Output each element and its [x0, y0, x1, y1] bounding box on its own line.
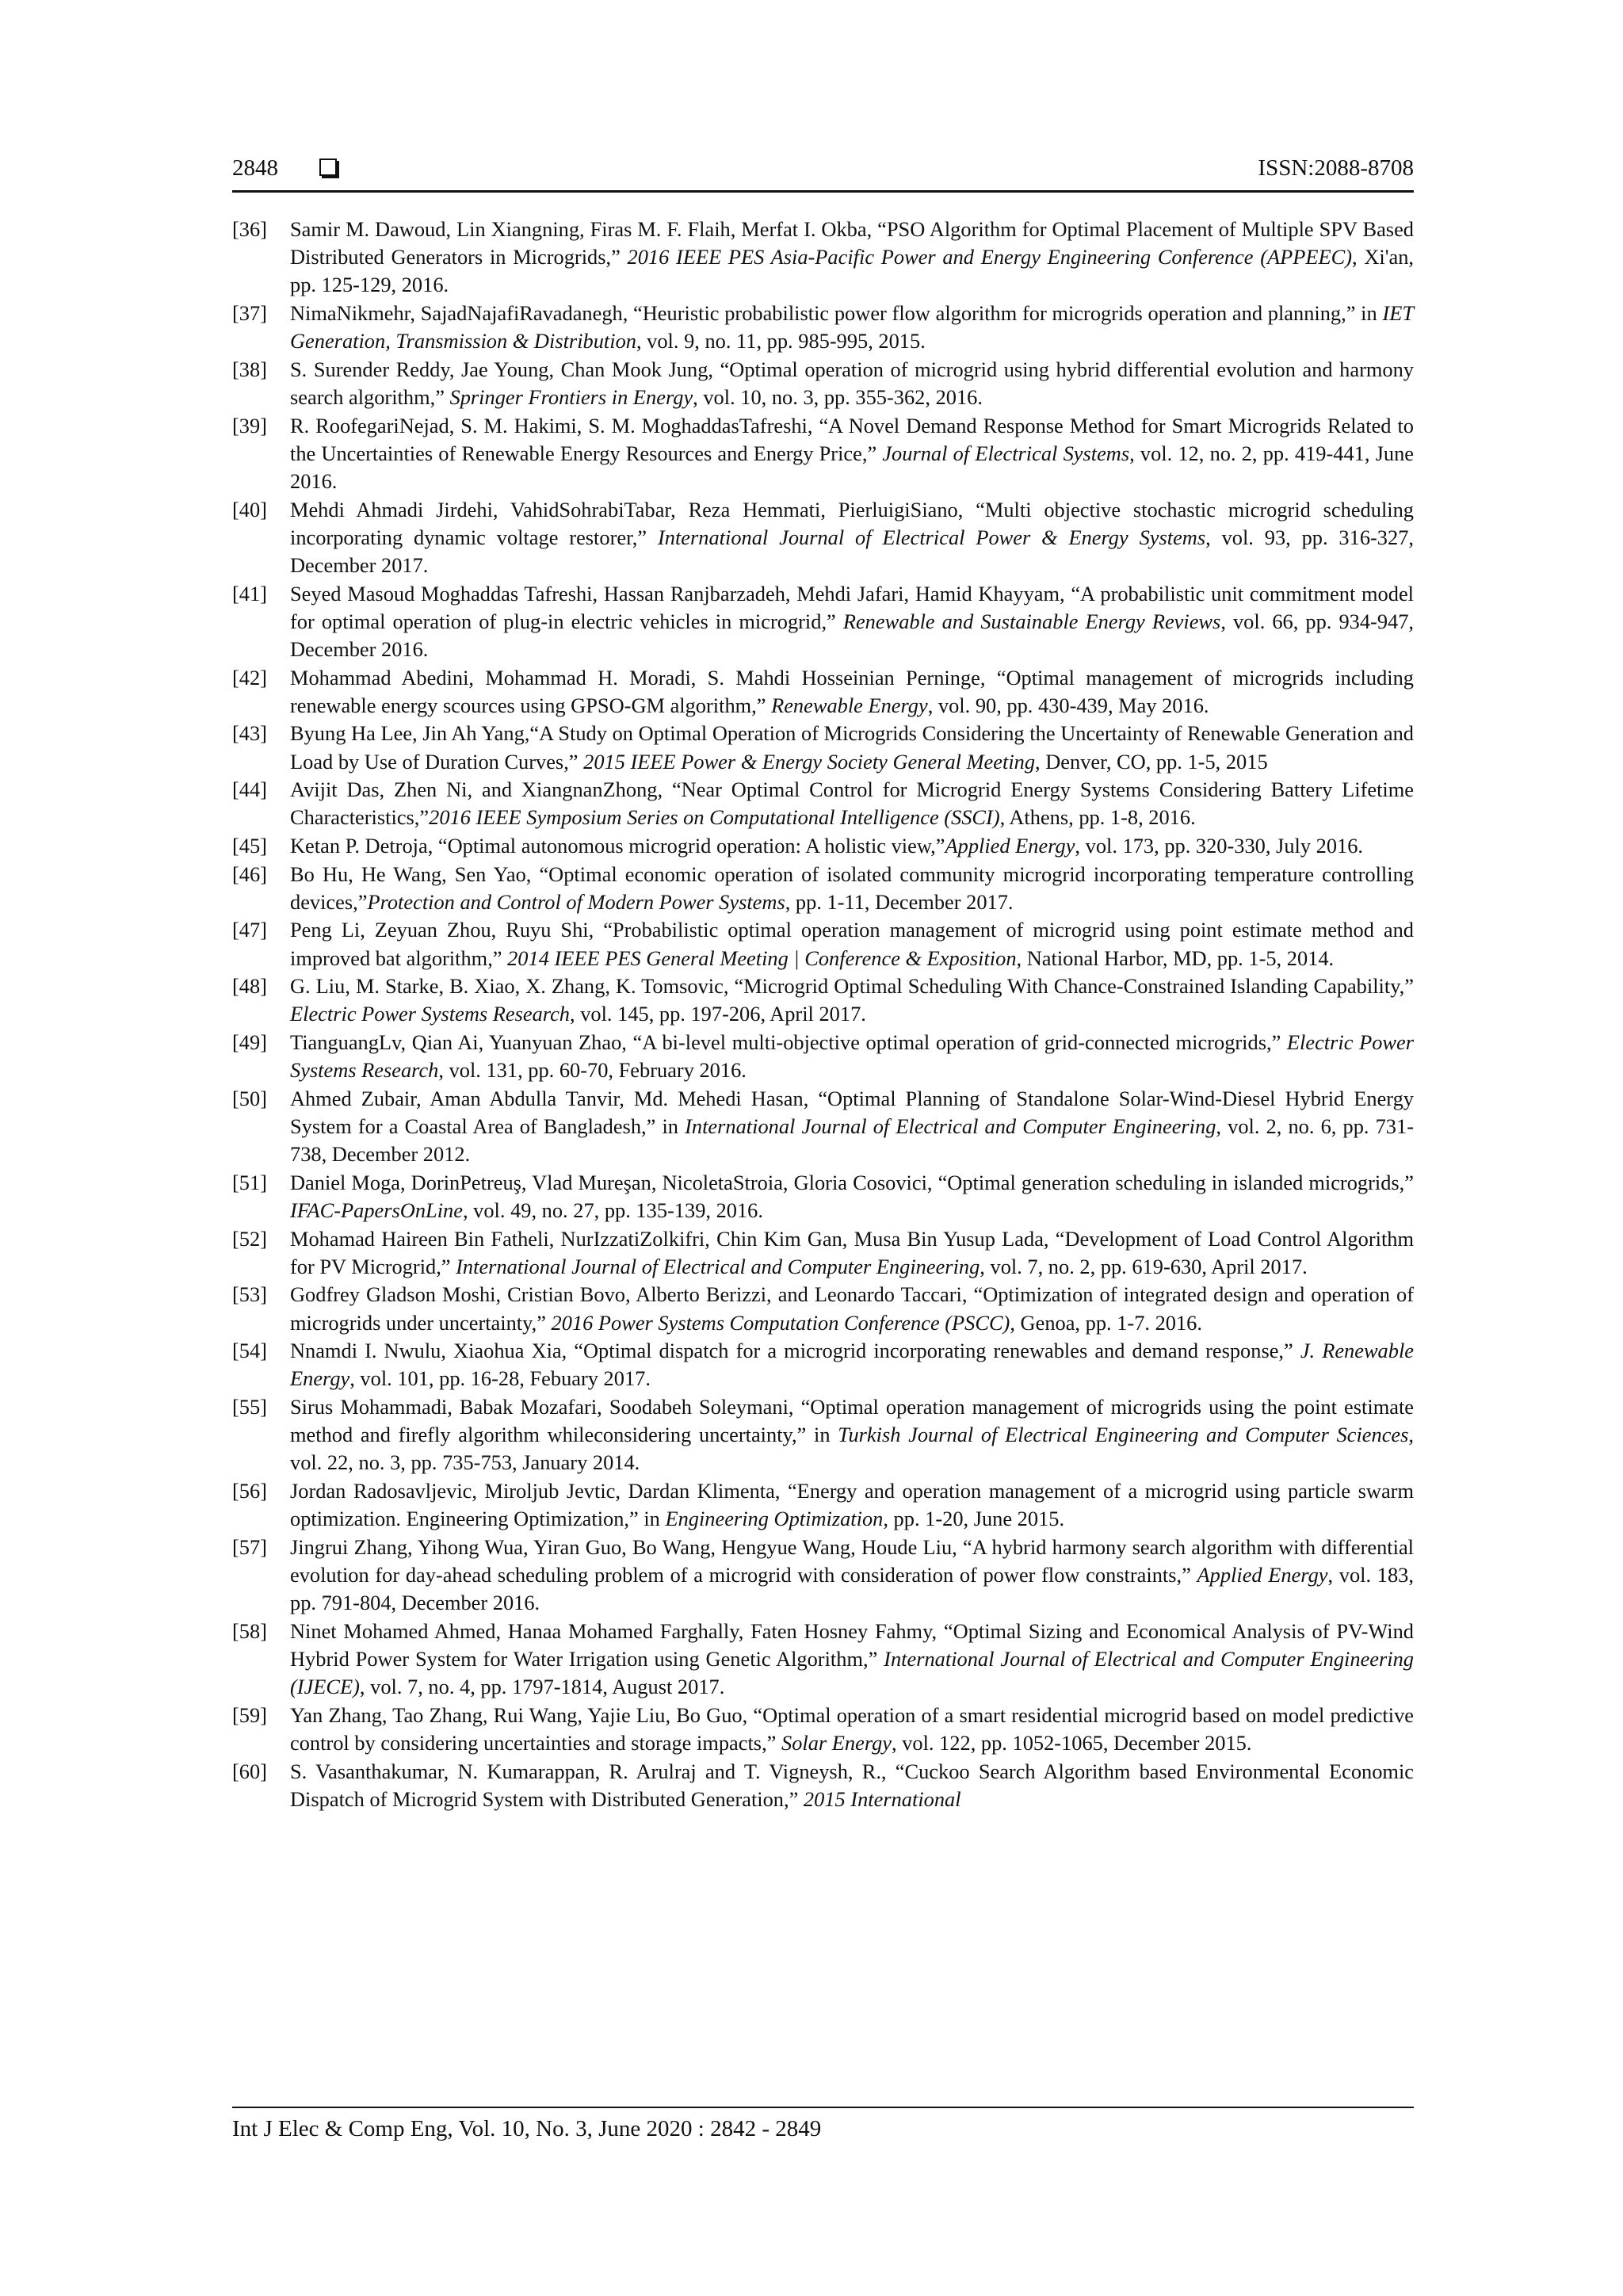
reference-text: G. Liu, M. Starke, B. Xiao, X. Zhang, K. Tomsovic, “Microgrid Optimal Scheduling With Chance-Constrained Islanding Capability,” [290, 974, 1414, 999]
reference-item [232, 496, 1414, 580]
reference-number: [58] [232, 1618, 267, 1643]
reference-item [232, 1085, 1414, 1169]
reference-venue: Applied Energy [1197, 1562, 1328, 1587]
reference-text: Mehdi Ahmadi Jirdehi, VahidSohrabiTabar, Reza Hemmati, PierluigiSiano, “Multi objective stochastic microgrid scheduling incorporating dynamic voltage restorer,” [290, 497, 1414, 549]
reference-number: [56] [232, 1478, 267, 1503]
reference-number: [43] [232, 721, 267, 746]
reference-number: [54] [232, 1339, 267, 1363]
reference-number: [51] [232, 1170, 267, 1194]
reference-item [232, 720, 1414, 775]
reference-text: Mohammad Abedini, Mohammad H. Moradi, S. Mahdi Hosseinian Perninge, “Optimal management of microgrids including renewable energy scources using GPSO-GM algorithm,” [290, 665, 1414, 717]
reference-details: , vol. 49, no. 27, pp. 135-139, 2016. [462, 1198, 763, 1222]
reference-details: , vol. 173, pp. 320-330, July 2016. [1075, 833, 1364, 858]
reference-details: , Xi'an, pp. 125-129, 2016. [290, 245, 1414, 297]
reference-item [232, 1393, 1414, 1477]
reference-venue: IFAC-PapersOnLine [290, 1198, 463, 1222]
reference-item [232, 861, 1414, 916]
reference-text: Jingrui Zhang, Yihong Wua, Yiran Guo, Bo Wang, Hengyue Wang, Houde Liu, “A hybrid harmony search algorithm with differential evolution for day-ahead scheduling problem of a microgrid with consideration of power flow constraints,” [290, 1534, 1414, 1587]
reference-venue: International Journal of Electrical and Computer Engineering [685, 1114, 1216, 1138]
reference-number: [50] [232, 1086, 267, 1110]
reference-text: Avijit Das, Zhen Ni, and XiangnanZhong, “Near Optimal Control for Microgrid Energy Systems Considering Battery Lifetime Characteristics,” [290, 777, 1414, 830]
reference-number: [60] [232, 1759, 267, 1783]
reference-number: [59] [232, 1702, 267, 1727]
reference-details: , vol. 2, no. 6, pp. 731-738, December 2012. [290, 1114, 1414, 1167]
reference-text: Nnamdi I. Nwulu, Xiaohua Xia, “Optimal dispatch for a microgrid incorporating renewables and demand response,” [290, 1339, 1300, 1363]
journal-issn: ISSN:2088-8708 [1258, 155, 1414, 181]
reference-text: S. Surender Reddy, Jae Young, Chan Mook Jung, “Optimal operation of microgrid using hybrid differential evolution and harmony search algorithm,” [290, 357, 1414, 409]
reference-text: S. Vasanthakumar, N. Kumarappan, R. Arulraj and T. Vigneysh, R., “Cuckoo Search Algorithm based Environmental Economic Dispatch of Microgrid System with Distributed Generation,” [290, 1759, 1414, 1811]
reference-item [232, 412, 1414, 496]
reference-venue: Electric Power Systems Research [290, 1002, 570, 1026]
reference-item [232, 1337, 1414, 1392]
reference-text: Byung Ha Lee, Jin Ah Yang,“A Study on Optimal Operation of Microgrids Considering the Uncertainty of Renewable Generation and Load by Use of Duration Curves,” [290, 721, 1414, 774]
reference-number: [47] [232, 918, 267, 942]
header-divider [232, 190, 1414, 193]
reference-text: Yan Zhang, Tao Zhang, Rui Wang, Yajie Liu, Bo Guo, “Optimal operation of a smart residential microgrid based on model predictive control by considering uncertainties and storage impacts,” [290, 1702, 1414, 1755]
reference-number: [44] [232, 777, 267, 802]
reference-details: , Denver, CO, pp. 1-5, 2015 [1035, 749, 1268, 774]
reference-details: pp. 1-20, June 2015. [888, 1507, 1065, 1531]
reference-item [232, 776, 1414, 831]
reference-item [232, 1702, 1414, 1757]
reference-text: Seyed Masoud Moghaddas Tafreshi, Hassan Ranjbarzadeh, Mehdi Jafari, Hamid Khayyam, “A probabilistic unit commitment model for optimal operation of plug-in electric vehicles in microgrid,” [290, 581, 1414, 633]
reference-details: , vol. 12, no. 2, pp. 419-441, June 2016. [290, 441, 1414, 493]
page-number: 2848 [232, 155, 278, 181]
reference-venue: Electric Power Systems Research [290, 1030, 1414, 1083]
reference-item [232, 832, 1414, 860]
reference-number: [49] [232, 1030, 267, 1054]
reference-item [232, 1029, 1414, 1084]
reference-venue: Journal of Electrical Systems [882, 441, 1130, 465]
reference-number: [37] [232, 301, 267, 325]
footer-divider [232, 2107, 1414, 2108]
reference-number: [48] [232, 974, 267, 999]
reference-venue: J. Renewable Energy [290, 1339, 1414, 1391]
reference-item [232, 972, 1414, 1028]
reference-number: [39] [232, 413, 267, 437]
reference-text: NimaNikmehr, SajadNajafiRavadanegh, “Heuristic probabilistic power flow algorithm for microgrids operation and planning,” in [290, 301, 1383, 325]
reference-venue: International Journal of Electrical and Computer Engineering (IJECE) [290, 1646, 1414, 1699]
reference-text: Samir M. Dawoud, Lin Xiangning, Firas M. F. Flaih, Merfat I. Okba, “PSO Algorithm for Optimal Placement of Multiple SPV Based Distributed Generators in Microgrids,” [290, 217, 1414, 269]
reference-details: , vol. 66, pp. 934-947, December 2016. [290, 609, 1415, 661]
reference-item [232, 664, 1414, 720]
reference-venue: 2016 Power Systems Computation Conference (PSCC) [551, 1310, 1010, 1335]
reference-details: , vol. 122, pp. 1052-1065, December 2015. [892, 1730, 1252, 1755]
reference-text: Sirus Mohammadi, Babak Mozafari, Soodabeh Soleymani, “Optimal operation management of microgrids using the point estimate method and firefly algorithm whileconsidering uncertainty,” in [290, 1394, 1414, 1447]
reference-text: TianguangLv, Qian Ai, Yuanyuan Zhao, “A bi-level multi-objective optimal operation of grid-connected microgrids,” [290, 1030, 1287, 1054]
reference-number: [36] [232, 217, 267, 241]
reference-number: [45] [232, 833, 267, 858]
square-bullet-icon [319, 159, 337, 176]
reference-venue: International Journal of Electrical and Computer Engineering [456, 1254, 980, 1278]
reference-venue: Renewable and Sustainable Energy Reviews [842, 609, 1221, 633]
reference-item [232, 356, 1414, 411]
reference-number: [53] [232, 1282, 267, 1307]
reference-number: [42] [232, 665, 267, 690]
reference-details: , vol. 93, pp. 316-327, December 2017. [290, 525, 1414, 577]
reference-venue: Renewable Energy [771, 693, 928, 717]
reference-venue: Engineering Optimization, [665, 1507, 888, 1531]
reference-details: , Genoa, pp. 1-7. 2016. [1010, 1310, 1202, 1335]
reference-item [232, 1477, 1414, 1533]
reference-item [232, 1281, 1414, 1336]
reference-details: , vol. 90, pp. 430-439, May 2016. [927, 693, 1209, 717]
reference-details: , vol. 183, pp. 791-804, December 2016. [290, 1562, 1414, 1615]
reference-number: [40] [232, 497, 267, 521]
reference-venue: IET Generation, Transmission & Distribution [290, 301, 1414, 353]
reference-text: Ahmed Zubair, Aman Abdulla Tanvir, Md. Mehedi Hasan, “Optimal Planning of Standalone Solar-Wind-Diesel Hybrid Energy System for a Coastal Area of Bangladesh,” in [290, 1086, 1414, 1138]
reference-venue: International Journal of Electrical Power & Energy Systems [657, 525, 1206, 549]
reference-item [232, 1225, 1414, 1281]
reference-number: [46] [232, 861, 267, 886]
reference-details: , National Harbor, MD, pp. 1-5, 2014. [1016, 946, 1335, 970]
reference-details: , vol. 131, pp. 60-70, February 2016. [438, 1058, 747, 1083]
reference-text: Mohamad Haireen Bin Fatheli, NurIzzatiZolkifri, Chin Kim Gan, Musa Bin Yusup Lada, “Development of Load Control Algorithm for PV Microgrid,” [290, 1226, 1414, 1278]
reference-text: Jordan Radosavljevic, Miroljub Jevtic, Dardan Klimenta, “Energy and operation management of a microgrid using particle swarm optimization. Engineering Optimization,” in [290, 1478, 1414, 1531]
reference-item [232, 1169, 1414, 1224]
reference-venue: Protection and Control of Modern Power Systems [367, 889, 785, 914]
reference-details: , vol. 10, no. 3, pp. 355-362, 2016. [693, 385, 983, 409]
reference-venue: Applied Energy [945, 833, 1075, 858]
reference-item [232, 1758, 1414, 1813]
reference-venue: Solar Energy [781, 1730, 892, 1755]
reference-text: Ninet Mohamed Ahmed, Hanaa Mohamed Farghally, Faten Hosney Fahmy, “Optimal Sizing and Economical Analysis of PV-Wind Hybrid Power System for Water Irrigation using Genetic Algorithm,” [290, 1618, 1414, 1671]
reference-details: vol. 22, no. 3, pp. 735-753, January 2014. [290, 1450, 640, 1475]
reference-item [232, 916, 1414, 972]
reference-text: Bo Hu, He Wang, Sen Yao, “Optimal economic operation of isolated community microgrid incorporating temperature controlling devices,” [290, 861, 1414, 914]
reference-item [232, 580, 1414, 664]
page-footer: Int J Elec & Comp Eng, Vol. 10, No. 3, June 2020 : 2842 - 2849 [232, 2116, 822, 2141]
reference-number: [52] [232, 1226, 267, 1251]
reference-text: Daniel Moga, DorinPetreuş, Vlad Mureşan, NicoletaStroia, Gloria Cosovici, “Optimal generation scheduling in islanded microgrids,” [290, 1170, 1414, 1194]
reference-details: , vol. 145, pp. 197-206, April 2017. [570, 1002, 866, 1026]
reference-details: , vol. 9, no. 11, pp. 985-995, 2015. [636, 329, 926, 353]
reference-venue: 2015 IEEE Power & Energy Society General Meeting [583, 749, 1036, 774]
reference-venue: Springer Frontiers in Energy [449, 385, 693, 409]
page-header [232, 155, 1414, 187]
reference-number: [41] [232, 581, 267, 606]
reference-venue: 2014 IEEE PES General Meeting | Conference & Exposition [507, 946, 1017, 970]
reference-text: Peng Li, Zeyuan Zhou, Ruyu Shi, “Probabilistic optimal operation management of microgrid using point estimate method and improved bat algorithm,” [290, 918, 1414, 970]
reference-item [232, 1618, 1414, 1702]
reference-text: Ketan P. Detroja, “Optimal autonomous microgrid operation: A holistic view,” [290, 833, 945, 858]
reference-venue: 2015 International [803, 1786, 961, 1811]
reference-text: Godfrey Gladson Moshi, Cristian Bovo, Alberto Berizzi, and Leonardo Taccari, “Optimization of integrated design and operation of microgrids under uncertainty,” [290, 1282, 1414, 1335]
reference-venue: Turkish Journal of Electrical Engineering and Computer Sciences, [838, 1423, 1414, 1447]
reference-number: [57] [232, 1534, 267, 1559]
reference-item [232, 300, 1414, 355]
reference-details: , vol. 7, no. 4, pp. 1797-1814, August 2017. [359, 1675, 725, 1699]
reference-list [232, 216, 1414, 1813]
reference-text: R. RoofegariNejad, S. M. Hakimi, S. M. MoghaddasTafreshi, “A Novel Demand Response Method for Smart Microgrids Related to the Uncertainties of Renewable Energy Resources and Energy Price,” [290, 413, 1414, 465]
reference-details: , vol. 101, pp. 16-28, Febuary 2017. [349, 1366, 651, 1391]
reference-venue: 2016 IEEE PES Asia-Pacific Power and Energy Engineering Conference (APPEEC) [627, 245, 1353, 269]
reference-details: , Athens, pp. 1-8, 2016. [999, 805, 1196, 830]
reference-details: , pp. 1-11, December 2017. [785, 889, 1014, 914]
reference-item [232, 1534, 1414, 1618]
reference-item [232, 216, 1414, 300]
reference-venue: 2016 IEEE Symposium Series on Computational Intelligence (SSCI) [429, 805, 1000, 830]
reference-details: , vol. 7, no. 2, pp. 619-630, April 2017. [980, 1254, 1308, 1278]
reference-number: [55] [232, 1394, 267, 1419]
reference-number: [38] [232, 357, 267, 381]
